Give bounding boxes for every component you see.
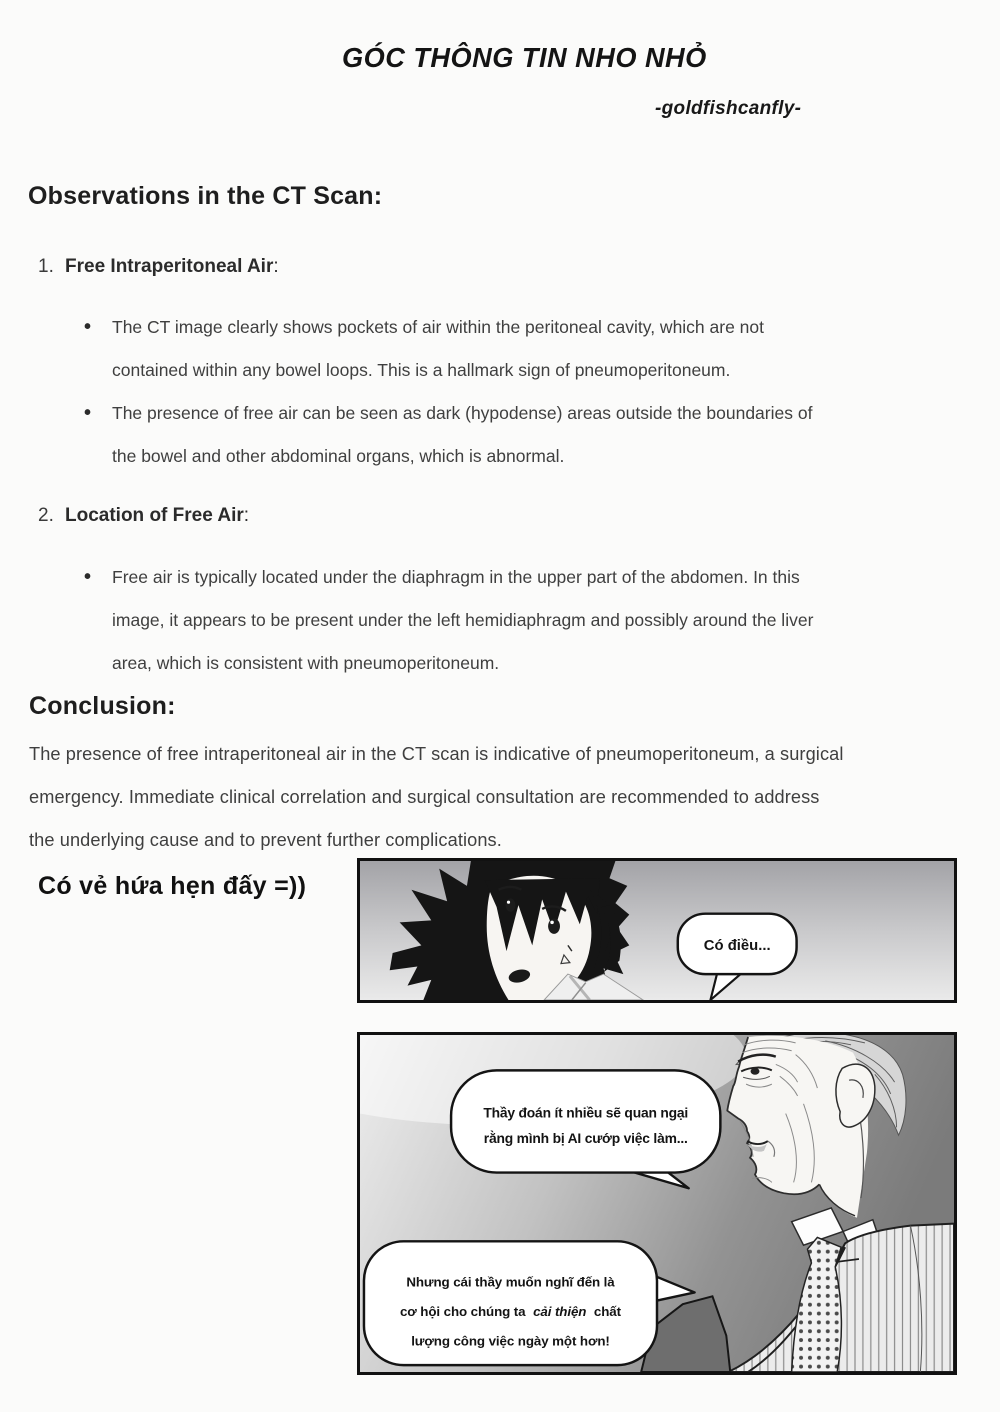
speech-bubble-2 <box>364 1241 695 1365</box>
speech-bubble-2-line2-emphasis: cải thiện <box>533 1304 587 1319</box>
speech-bubble-2-line2-post: chất <box>593 1304 621 1319</box>
list-item-label: Location of Free Air <box>65 505 244 526</box>
old-man-eye <box>751 1068 760 1075</box>
bullet-marker: • <box>84 316 92 338</box>
boy-eye-glint <box>507 901 510 904</box>
list-item-number: 1. <box>38 256 54 277</box>
boy-eye <box>506 898 516 911</box>
speech-bubble-2-line1: Nhưng cái thầy muốn nghĩ đến là <box>406 1274 615 1290</box>
conclusion-line: The presence of free intraperitoneal air in the CT scan is indicative of pneumoperitoneum, a surgical <box>29 744 844 764</box>
list-item-colon: : <box>243 505 250 526</box>
list-item-colon: : <box>273 256 279 277</box>
bullet-marker: • <box>84 566 92 588</box>
bullet-item <box>84 306 764 392</box>
credit-line: -goldfishcanfly- <box>655 98 802 119</box>
bullet-marker: • <box>84 402 92 424</box>
speech-bubble-1-line2: rằng mình bị AI cướp việc làm... <box>483 1131 688 1147</box>
page-title: GÓC THÔNG TIN NHO NHỎ <box>342 42 707 73</box>
conclusion-line: the underlying cause and to prevent further complications. <box>29 830 502 850</box>
speech-bubble-1-body <box>451 1070 720 1172</box>
list-item-label: Free Intraperitoneal Air <box>65 256 274 277</box>
bullet-text-line: The presence of free air can be seen as dark (hypodense) areas outside the boundaries of <box>112 403 813 423</box>
svg-text:lượng công việc ngày một hơn! <box>411 1334 610 1349</box>
boy-eye-glint <box>550 921 554 924</box>
conclusion-line: emergency. Immediate clinical correlation and surgical consultation are recommended to address <box>29 787 820 807</box>
bullet-text-line: Free air is typically located under the diaphragm in the upper part of the abdomen. In this <box>112 567 800 587</box>
list-item-2 <box>38 505 249 527</box>
bullet-text-line: image, it appears to be present under the left hemidiaphragm and possibly around the liver <box>112 610 814 630</box>
boy-eye <box>548 919 560 934</box>
manga-panel-1-art <box>360 861 954 1000</box>
bullet-text <box>112 392 812 478</box>
speech-bubble-1 <box>451 1070 720 1188</box>
svg-text:Thầy đoán ít nhiều sẽ quan ngạ <box>483 1106 688 1121</box>
svg-text:rằng mình bị AI cướp việc làm. <box>484 1129 688 1146</box>
report-heading: Observations in the CT Scan: <box>28 182 383 210</box>
svg-text:Nhưng cái thầy muốn nghĩ đến l <box>406 1275 615 1290</box>
speech-bubble-1-line1: Thầy đoán ít nhiều sẽ quan ngại <box>483 1105 689 1121</box>
svg-text:cơ hội cho chúng ta cả <box>400 1304 622 1319</box>
speech-bubble-2-line2-pre: cơ hội cho chúng ta <box>399 1304 526 1319</box>
manga-panel-2-art <box>360 1035 954 1372</box>
manga-panel-2 <box>357 1032 957 1375</box>
manga-panel-1 <box>357 858 957 1003</box>
bullet-text-line: The CT image clearly shows pockets of air within the peritoneal cavity, which are not <box>112 317 765 337</box>
list-item-number: 2. <box>38 505 54 526</box>
bullet-text-line: area, which is consistent with pneumoperitoneum. <box>112 653 500 673</box>
conclusion-heading: Conclusion: <box>29 692 176 720</box>
bullet-text-line: contained within any bowel loops. This is a hallmark sign of pneumoperitoneum. <box>112 360 731 380</box>
speech-bubble-text: Có điều... <box>703 938 771 955</box>
conclusion-paragraph <box>29 733 844 862</box>
bullet-text <box>112 556 813 685</box>
bullet-text-line: the bowel and other abdominal organs, which is abnormal. <box>112 446 565 466</box>
list-item-1 <box>38 256 279 278</box>
bullet-item <box>84 392 812 478</box>
bullet-item <box>84 556 813 685</box>
bullet-text <box>112 306 764 392</box>
speech-bubble-2-line3: lượng công việc ngày một hơn! <box>411 1333 610 1349</box>
handwritten-comment: Có vẻ hứa hẹn đấy =)) <box>38 872 307 900</box>
